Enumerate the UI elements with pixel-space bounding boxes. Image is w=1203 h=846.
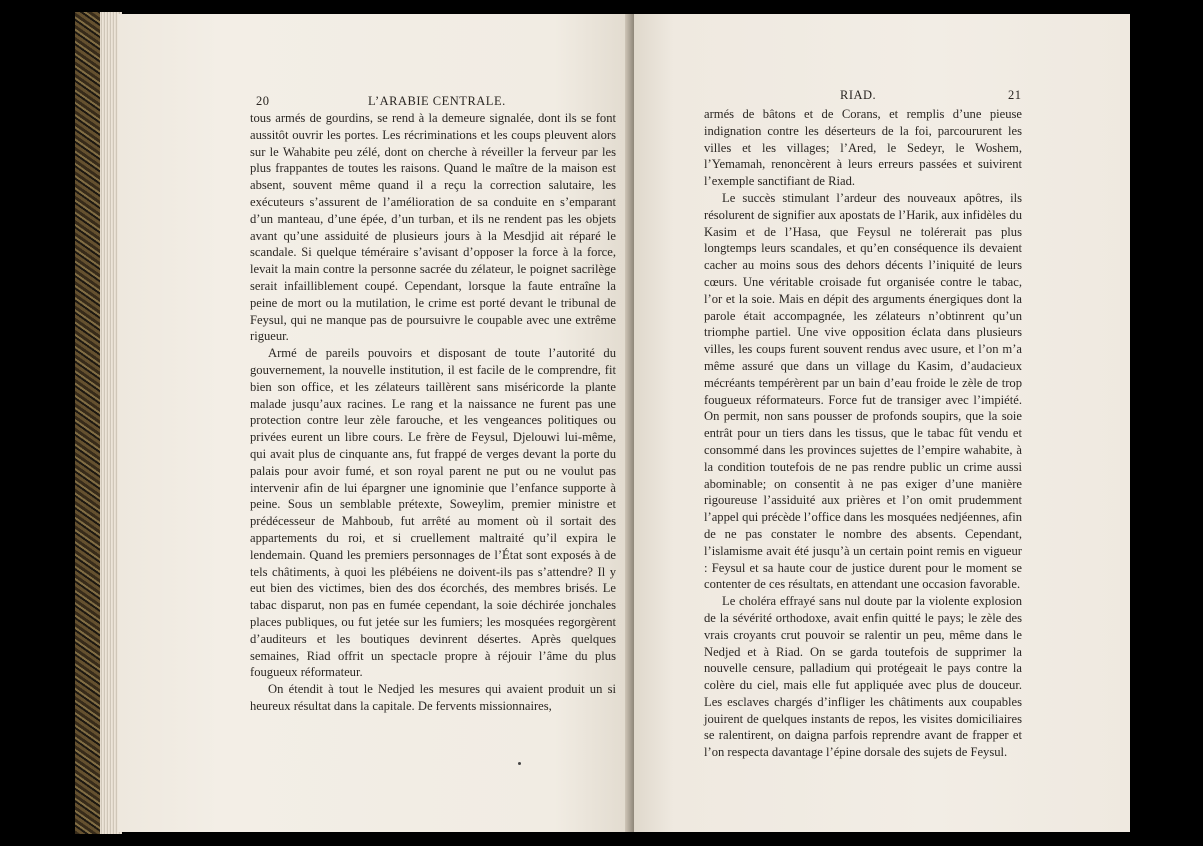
right-paragraph-3: Le choléra effrayé sans nul doute par la violente explosion de la sévérité orthodoxe, avait enfin quitté le pays; le zèle des vrais croyants crut pouvoir se ralentir un peu, même dans le Nedjed et à Riad. On se garda toutefois de supprimer la nouvelle censure, palladium qui protégeait le pays contre la colère du ciel, mais elle fut appliquée avec plus de douceur. Les esclaves chargés d’infliger les châtiments aux coupables jouirent de quelques instants de repos, les visites domiciliaires se ralentirent, on daigna parfois reprendre avant de frapper et l’on respecta davantage l’épine dorsale des sujets de Feysul. [704, 594, 1022, 760]
left-running-head: L’ARABIE CENTRALE. [368, 94, 506, 108]
left-paragraph-2: Armé de pareils pouvoirs et disposant de toute l’autorité du gouvernement, la nouvelle institution, il est facile de le comprendre, fit bien son office, et les zélateurs taillèrent sans miséricorde la plante malade jusqu’aux racines. Le rang et la naissance ne furent pas une protection contre leur zèle farouche, et les vengeances politiques ou privées eurent un libre cours. Le frère de Feysul, Djelouwi lui-même, qui avait plus de cinquante ans, fut frappé de verges devant la porte du palais pour avoir fumé, et son royal parent ne put ou ne voulut pas intervenir afin de lui épargner une ignominie que l’enfance supporte à peine. Sous un semblable prétexte, Soweylim, premier ministre et prédécesseur de Mahboub, fut arrêté au moment où il sortait des appartements du roi, et si cruellement maltraité qu’il expira le lendemain. Quand les premiers personnages de l’État sont exposés à de tels châtiments, à quoi les plébéiens ne doivent-ils pas s’attendre? Il y eut bien des victimes, bien des dos écorchés, des membres brisés. Le tabac disparut, non pas en fumée cependant, la soie déchirée jonchales places publiques, ou fut jetée sur les fumiers; les mosquées regorgèrent d’auditeurs et les boutiques devinrent désertes. Après quelques semaines, Riad offrit un spectacle propre à réjouir l’âme du plus fougueux réformateur. [250, 346, 616, 680]
right-paragraph-2: Le succès stimulant l’ardeur des nouveaux apôtres, ils résolurent de signifier aux apostats de l’Harik, aux infidèles du Kasim et de l’Hasa, que Feysul ne tolérerait pas plus longtemps leurs scandales, et qu’en conséquence ils devaient cacher au moins sous des dehors décents l’iniquité de leurs cœurs. Une véritable croisade fut organisée contre le tabac, l’or et la soie. Mais en dépit des arguments énergiques dont la parole était accompagnée, les zélateurs n’obtinrent qu’un triomphe partiel. Une vive opposition éclata dans plusieurs villes, les coups furent souvent rendus avec usure, et l’on m’a même assuré que dans un village du Kasim, d’audacieux mécréants tempérèrent par un bain d’eau froide le zèle de trop fougueux réformateurs. Force fut de transiger avec l’impiété. On permit, non sans pousser de profonds soupirs, que la soie entrât pour un tiers dans les tissus, que le tabac fût vendu et consommé dans les provinces sujettes de l’empire wahabite, à la condition toutefois de ne pas rendre public un crime aussi abominable; on consentit à ne pas exiger d’une manière rigoureuse l’assiduité aux prières et l’on omit prudemment l’appel qui précède l’office dans les mosquées nedjéennes, afin de ne pas constater le nombre des absents. Cependant, l’islamisme avait été jusqu’à un certain point remis en vigueur : Feysul et sa haute cour de justice durent pour le moment se contenter de ces résultats, en attendant une occasion favorable. [704, 190, 1022, 592]
right-running-head: RIAD. [840, 88, 877, 102]
page-speck [518, 762, 521, 765]
left-page [118, 14, 632, 832]
left-body-text [250, 110, 616, 715]
right-paragraph-1: armés de bâtons et de Corans, et remplis d’une pieuse indignation contre les déserteurs de la foi, parcoururent les villes et les villages; l’Ared, le Sedeyr, le Woshem, l’Yemamah, renoncèrent à leurs erreurs passées et suivirent l’exemple sanctifiant de Riad. [704, 107, 1022, 189]
right-page [634, 14, 1130, 832]
marbled-edge [75, 12, 101, 834]
left-paragraph-3: On étendit à tout le Nedjed les mesures qui avaient produit un si heureux résultat dans la capitale. De fervents missionnaires, [250, 682, 616, 713]
right-page-number: 21 [1008, 88, 1022, 102]
right-body-text [704, 106, 1022, 761]
left-page-number: 20 [256, 94, 270, 108]
left-paragraph-1: tous armés de gourdins, se rend à la demeure signalée, dont ils se font aussitôt ouvrir les portes. Les récriminations et les coups pleuvent alors sur le Wahabite peu zélé, dont on cherche à réveiller la ferveur par les plus frappantes de toutes les raisons. Quand le maître de la maison est absent, souvent même quand il a reçu la correction salutaire, les exécuteurs s’assurent de l’amélioration de sa conduite en s’emparant d’un manteau, d’une épée, d’un turban, et ils ne rendent pas les objets avant qu’une assiduité de plusieurs jours à la Mesdjid ait réparé le scandale. Si quelque téméraire s’avisant d’opposer la force à la force, levait la main contre la personne sacrée du zélateur, le poignet sacrilège serait infailliblement coupé. Cependant, lorsque la faute entraîne la peine de mort ou la mutilation, le crime est porté devant le tribunal de Feysul, qui ne manque pas de poursuivre le coupable avec une extrême rigueur. [250, 111, 616, 344]
